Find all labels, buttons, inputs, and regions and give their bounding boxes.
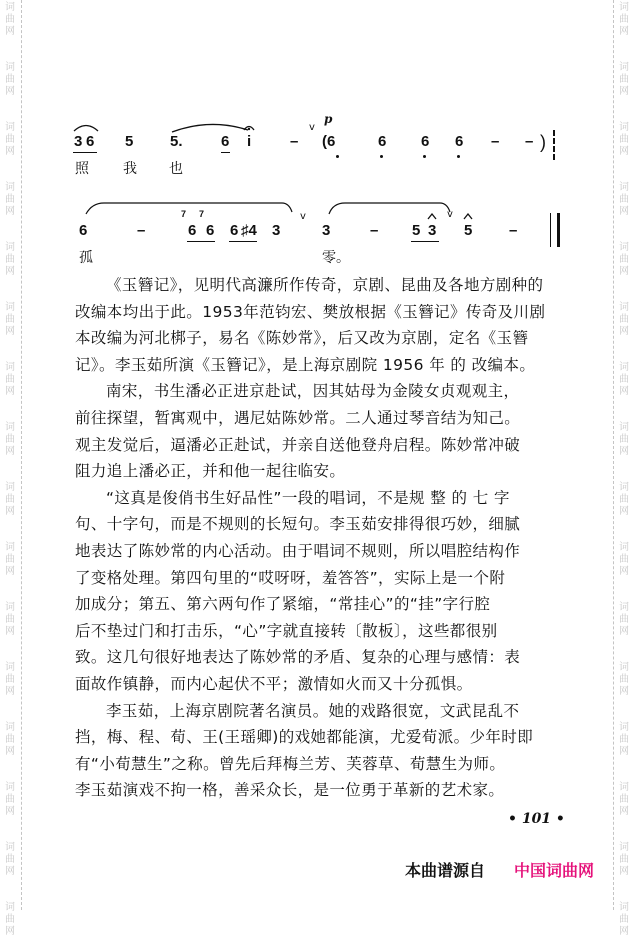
watermark-char: 曲	[619, 434, 629, 445]
watermark-char: 词	[619, 782, 629, 793]
note: 3	[322, 222, 331, 239]
watermark-char: 词	[5, 722, 15, 733]
text-line: 本改编为河北梆子，易名《陈妙常》，后又改为京剧，定名《玉簪	[75, 329, 529, 348]
note: 6	[378, 133, 387, 150]
watermark-char: 词	[5, 62, 15, 73]
breath-mark: v	[300, 211, 306, 222]
accent-mark-icon	[427, 213, 437, 220]
watermark-char: 网	[619, 386, 629, 397]
watermark-char: 曲	[619, 614, 629, 625]
watermark-char: 网	[619, 626, 629, 637]
text-line: 改编本均出于此。1953年范钧宏、樊放根据《玉簪记》传奇及川剧	[75, 302, 546, 321]
note: 3	[428, 222, 437, 239]
text-line: 加成分；第五、第六两句作了紧缩，“常挂心”的“挂”字行腔	[75, 595, 491, 614]
text-line: 前往探望，暂寓观中，遇尼姑陈妙常。二人通过琴音结为知己。	[75, 408, 521, 427]
note: 6	[79, 222, 88, 239]
note-dash: –	[525, 133, 534, 150]
watermark-char: 曲	[5, 254, 15, 265]
watermark-char: 词	[619, 902, 629, 913]
slur-mark	[84, 200, 294, 216]
source-label: 本曲谱源自	[405, 861, 486, 880]
page-number: • 101 •	[508, 811, 565, 827]
grace-note: 7	[181, 209, 187, 219]
watermark-char: 词	[619, 182, 629, 193]
watermark-char: 网	[5, 566, 15, 577]
low-octave-dot	[380, 155, 383, 158]
watermark-char: 曲	[619, 854, 629, 865]
text-line: 观主发觉后，逼潘必正赴试，并亲自送他登舟启程。陈妙常冲破	[75, 435, 521, 454]
text-line: 李玉茹，上海京剧院著名演员。她的戏路很宽，文武昆乱不	[106, 701, 520, 720]
note: 5	[412, 222, 421, 239]
note: 5.	[170, 133, 183, 150]
note: 6	[206, 222, 215, 239]
text-line: 致。这几句很好地表达了陈妙常的矛盾、复杂的心理与感情：表	[75, 648, 521, 667]
text-line: 面故作镇静，而内心起伏不平；激情如火而又十分孤惧。	[75, 674, 473, 693]
note: i	[247, 133, 252, 150]
watermark-char: 曲	[5, 134, 15, 145]
watermark-char: 词	[619, 602, 629, 613]
watermark-char: 曲	[5, 614, 15, 625]
watermark-char: 词	[5, 902, 15, 913]
watermark-char: 网	[5, 26, 15, 37]
accent-mark-icon	[463, 213, 473, 220]
note: 6	[188, 222, 197, 239]
low-octave-dot	[457, 155, 460, 158]
note-dash: –	[370, 222, 379, 239]
watermark-char: 网	[619, 206, 629, 217]
underline-beam	[73, 152, 97, 153]
watermark-char: 网	[5, 866, 15, 877]
watermark-char: 网	[5, 746, 15, 757]
text-line: 挡，梅、程、荀、王(王瑶卿)的戏她都能演，尤爱荀派。少年时即	[75, 728, 534, 747]
watermark-char: 网	[5, 206, 15, 217]
underline-beam	[229, 241, 257, 242]
watermark-char: 曲	[5, 194, 15, 205]
watermark-char: 词	[5, 362, 15, 373]
watermark-char: 曲	[619, 254, 629, 265]
watermark-char: 词	[619, 542, 629, 553]
watermark-char: 网	[619, 686, 629, 697]
watermark-char: 词	[5, 302, 15, 313]
watermark-char: 网	[619, 746, 629, 757]
watermark-char: 曲	[619, 914, 629, 925]
watermark-char: 网	[5, 686, 15, 697]
watermark-char: 网	[5, 146, 15, 157]
watermark-char: 网	[619, 146, 629, 157]
watermark-char: 网	[619, 86, 629, 97]
dynamic-piano: p	[324, 112, 333, 126]
watermark-char: 曲	[619, 14, 629, 25]
watermark-char: 词	[619, 662, 629, 673]
note-dash: –	[509, 222, 518, 239]
watermark-char: 曲	[619, 314, 629, 325]
watermark-char: 网	[5, 626, 15, 637]
watermark-char: 网	[619, 866, 629, 877]
watermark-char: 词	[5, 842, 15, 853]
paragraph-biography	[75, 698, 615, 804]
notation-row-2	[0, 195, 635, 265]
note: 6	[230, 222, 239, 239]
watermark-char: 曲	[5, 854, 15, 865]
watermark-char: 词	[5, 422, 15, 433]
note: 6	[221, 133, 230, 150]
watermark-char: 网	[5, 506, 15, 517]
watermark-char: 词	[5, 182, 15, 193]
watermark-char: 网	[5, 266, 15, 277]
lyric: 零。	[322, 250, 350, 266]
note: (6	[322, 133, 336, 150]
text-line: 有“小荀慧生”之称。曾先后拜梅兰芳、芙蓉草、荀慧生为师。	[75, 754, 506, 773]
watermark-char: 词	[5, 542, 15, 553]
breath-mark: v	[309, 122, 315, 133]
watermark-char: 网	[5, 386, 15, 397]
watermark-char: 曲	[5, 794, 15, 805]
text-line: 句、十字句，而是不规则的长短句。李玉茹安排得很巧妙，细腻	[75, 515, 521, 534]
note: 6	[455, 133, 464, 150]
watermark-char: 曲	[5, 554, 15, 565]
note: 5	[464, 222, 473, 239]
notation-row-1	[0, 100, 635, 177]
fermata-icon	[243, 123, 255, 131]
paragraph-origin	[75, 272, 615, 378]
watermark-char: 网	[619, 26, 629, 37]
watermark-char: 曲	[619, 734, 629, 745]
note: 3	[74, 133, 83, 150]
note: ♯4	[241, 222, 257, 239]
source-site-link[interactable]: 中国词曲网	[514, 861, 595, 880]
paren-close: )	[540, 132, 546, 152]
watermark-char: 词	[619, 2, 629, 13]
note: 6	[86, 133, 95, 150]
text-line: “这真是俊俏书生好品性”一段的唱词，不是规 整 的 七 字	[106, 488, 510, 507]
watermark-char: 曲	[619, 674, 629, 685]
breath-mark: v	[447, 209, 453, 220]
watermark-char: 网	[619, 446, 629, 457]
watermark-char: 词	[619, 122, 629, 133]
text-line: 记》。李玉茹所演《玉簪记》，是上海京剧院 1956 年 的 改编本。	[75, 355, 536, 374]
watermark-char: 词	[619, 302, 629, 313]
repeat-barline	[553, 130, 555, 160]
watermark-char: 曲	[5, 314, 15, 325]
final-barline	[550, 213, 560, 247]
watermark-char: 词	[5, 782, 15, 793]
watermark-char: 词	[5, 242, 15, 253]
text-line: 地表达了陈妙常的内心活动。由于唱词不规则，所以唱腔结构作	[75, 541, 521, 560]
text-line: 《玉簪记》，见明代高濂所作传奇，京剧、昆曲及各地方剧种的	[106, 276, 544, 294]
watermark-char: 网	[5, 926, 15, 937]
watermark-char: 曲	[619, 494, 629, 505]
watermark-char: 词	[5, 482, 15, 493]
note: 5	[125, 133, 134, 150]
underline-beam	[411, 241, 439, 242]
watermark-char: 词	[619, 482, 629, 493]
watermark-char: 网	[5, 326, 15, 337]
article-body	[75, 272, 615, 804]
lyric: 孤	[79, 250, 93, 266]
paragraph-plot	[75, 378, 615, 484]
watermark-char: 网	[5, 86, 15, 97]
watermark-char: 词	[5, 2, 15, 13]
watermark-char: 网	[619, 326, 629, 337]
text-line: 后不垫过门和打击乐，“心”字就直接转〔散板〕，这些都很别	[75, 621, 498, 640]
watermark-char: 曲	[5, 74, 15, 85]
watermark-char: 网	[619, 266, 629, 277]
lyric: 也	[169, 161, 183, 177]
watermark-char: 词	[619, 62, 629, 73]
watermark-char: 网	[619, 566, 629, 577]
watermark-char: 网	[619, 806, 629, 817]
watermark-char: 曲	[619, 134, 629, 145]
text-line: 李玉茹演戏不拘一格，善采众长，是一位勇于革新的艺术家。	[75, 781, 505, 800]
underline-beam	[221, 152, 230, 153]
note-dash: –	[137, 222, 146, 239]
watermark-char: 曲	[5, 494, 15, 505]
watermark-char: 网	[5, 446, 15, 457]
text-line: 了变格处理。第四句里的“哎呀呀，羞答答”，实际上是一个附	[75, 568, 506, 587]
watermark-char: 曲	[619, 194, 629, 205]
watermark-char: 词	[5, 602, 15, 613]
watermark-char: 网	[5, 806, 15, 817]
watermark-char: 曲	[619, 794, 629, 805]
underline-beam	[187, 241, 215, 242]
note-dash: –	[290, 133, 299, 150]
watermark-char: 曲	[619, 554, 629, 565]
watermark-char: 词	[619, 722, 629, 733]
note-dash: –	[491, 133, 500, 150]
watermark-char: 曲	[5, 14, 15, 25]
watermark-char: 词	[619, 422, 629, 433]
low-octave-dot	[336, 155, 339, 158]
paragraph-analysis	[75, 485, 615, 698]
watermark-char: 曲	[5, 914, 15, 925]
watermark-char: 网	[619, 926, 629, 937]
lyric: 我	[123, 161, 137, 177]
watermark-char: 曲	[619, 374, 629, 385]
note: 3	[272, 222, 281, 239]
text-line: 南宋，书生潘必正进京赴试，因其姑母为金陵女贞观观主，	[106, 382, 520, 401]
lyric: 照	[75, 161, 89, 177]
watermark-char: 曲	[5, 734, 15, 745]
watermark-char: 曲	[619, 74, 629, 85]
watermark-char: 词	[619, 242, 629, 253]
slur-mark	[72, 122, 100, 132]
grace-note: 7	[199, 209, 205, 219]
low-octave-dot	[423, 155, 426, 158]
watermark-char: 词	[5, 662, 15, 673]
watermark-char: 词	[619, 362, 629, 373]
watermark-char: 曲	[5, 674, 15, 685]
watermark-char: 词	[5, 122, 15, 133]
watermark-char: 曲	[5, 434, 15, 445]
watermark-char: 曲	[5, 374, 15, 385]
watermark-char: 网	[619, 506, 629, 517]
note: 6	[421, 133, 430, 150]
text-line: 阻力追上潘必正，并和他一起往临安。	[75, 462, 346, 481]
watermark-char: 词	[619, 842, 629, 853]
